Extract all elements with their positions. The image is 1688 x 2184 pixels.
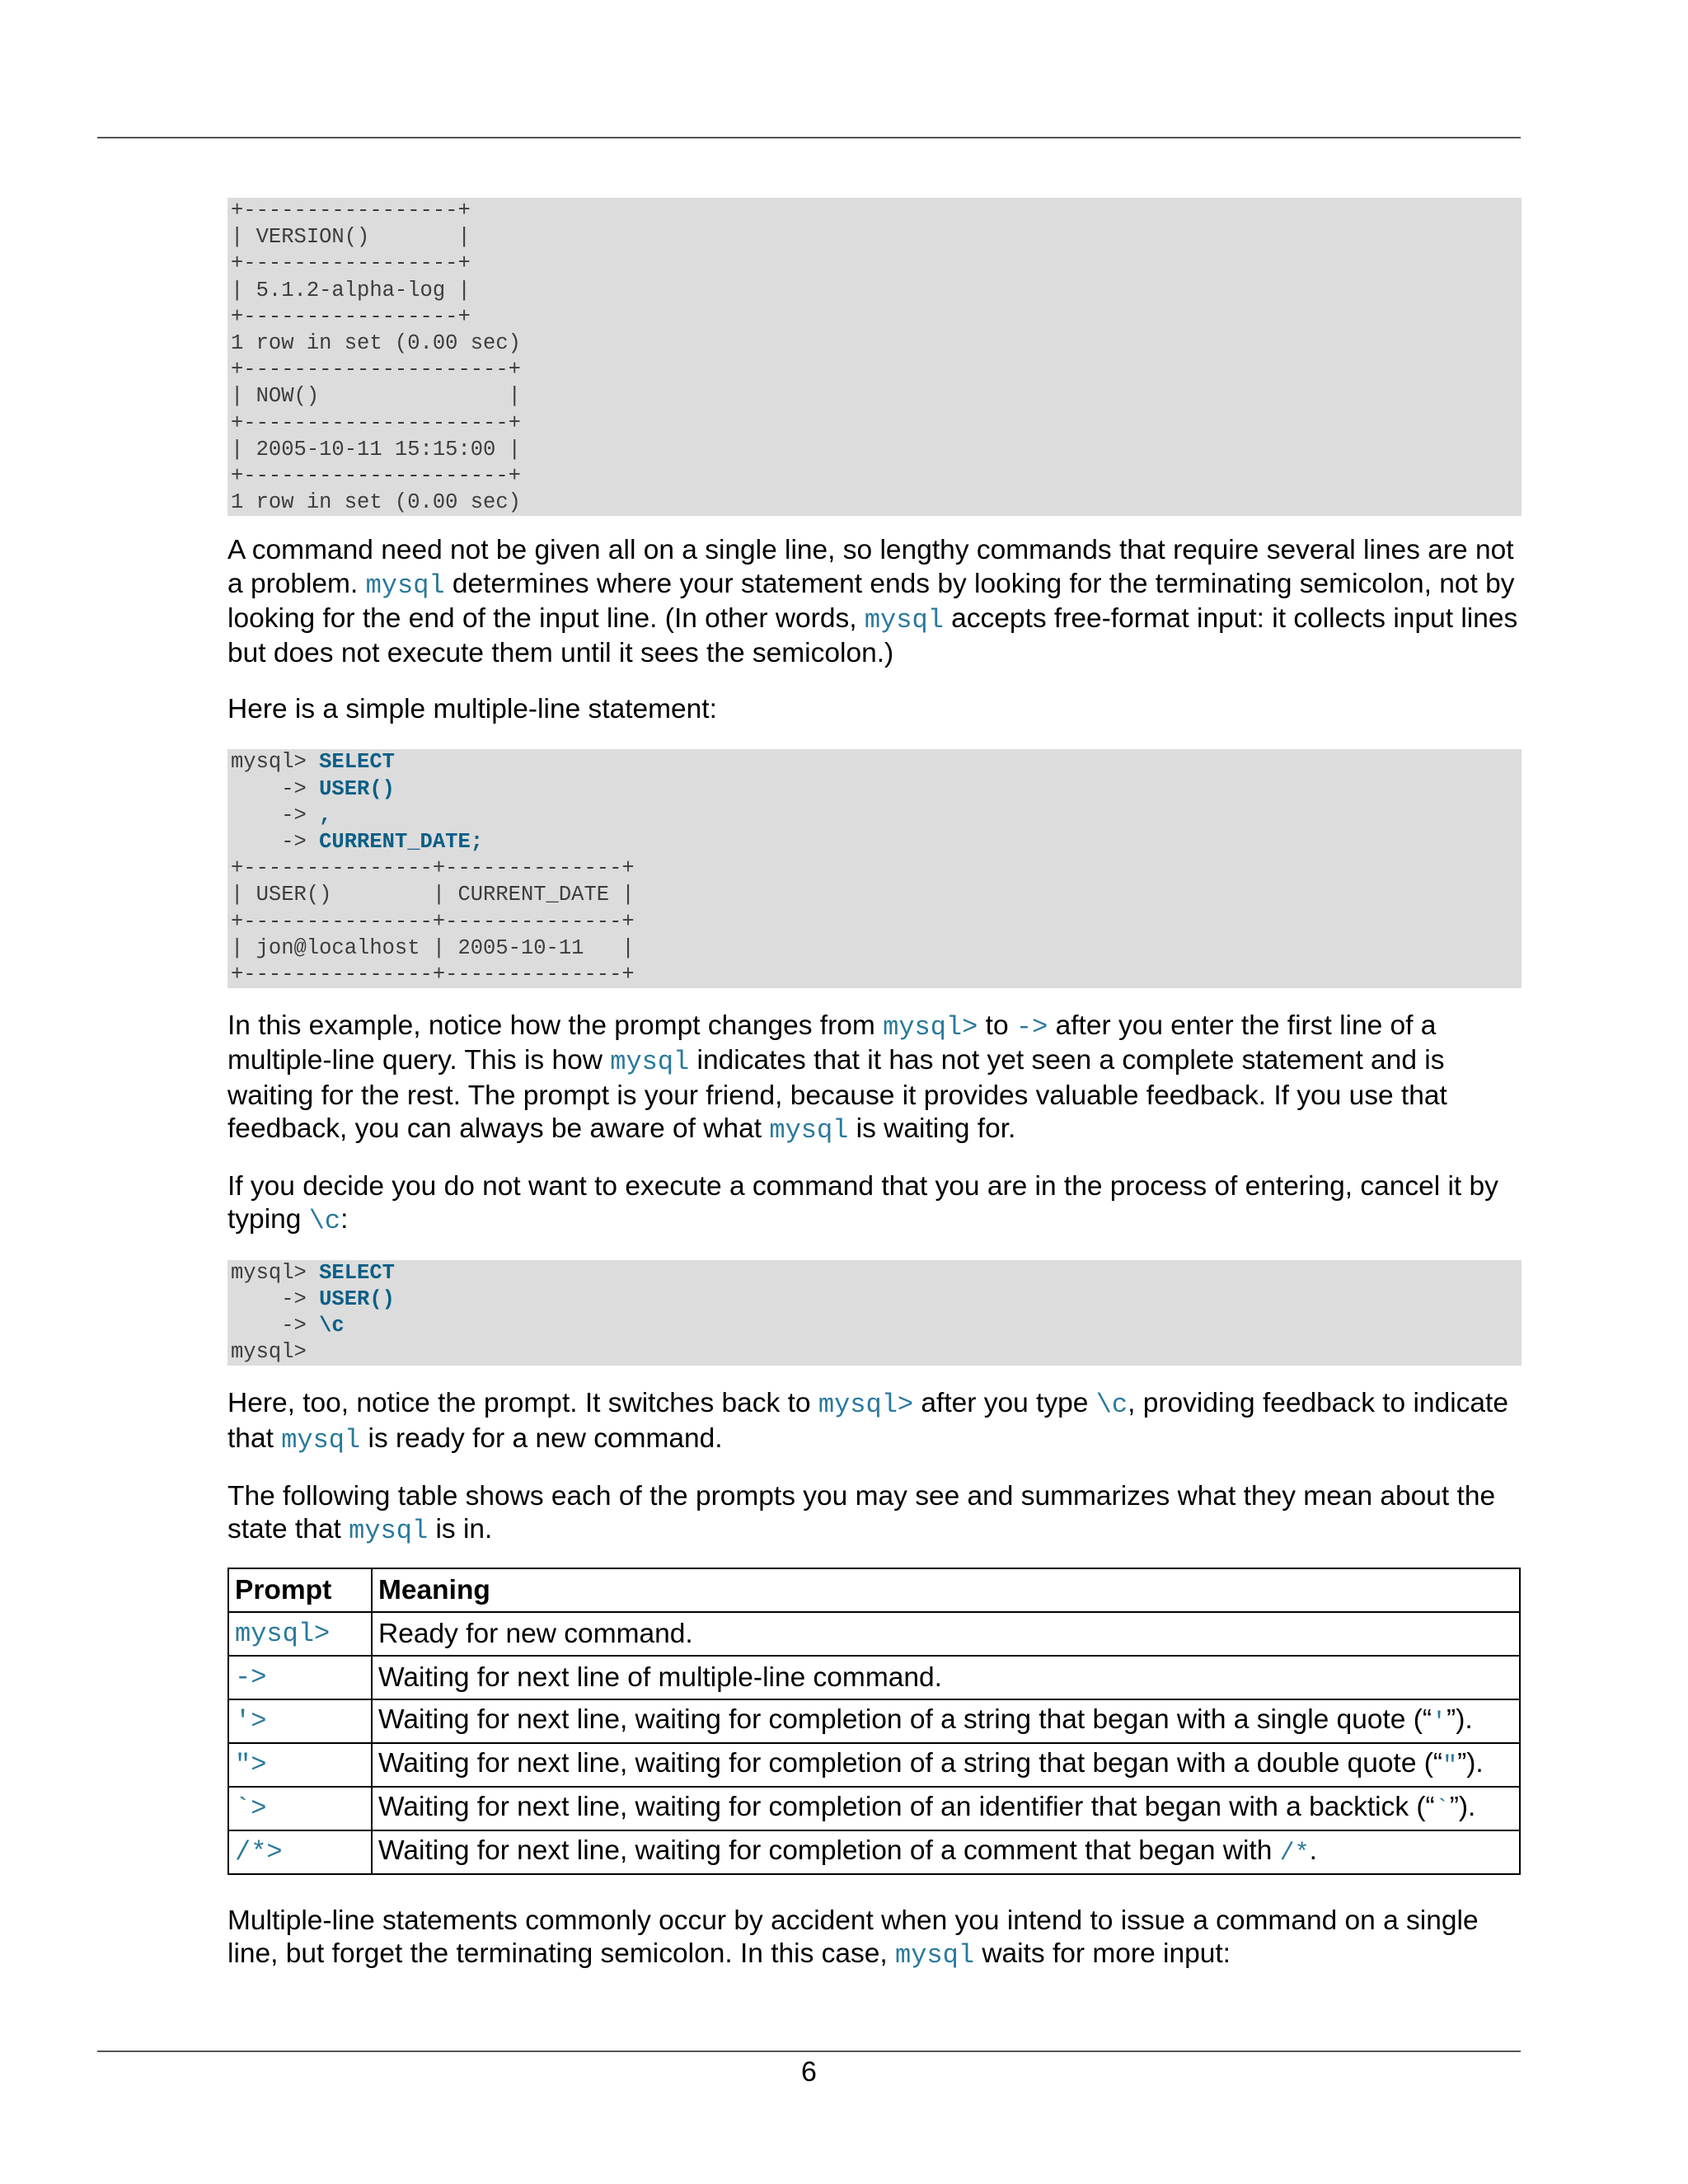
text: :	[340, 1204, 349, 1235]
text: ”).	[1457, 1748, 1484, 1779]
code-block-cancel	[227, 1260, 1522, 1366]
prompts-table	[227, 1568, 1521, 1875]
code-keyword: SELECT	[319, 750, 395, 775]
code-keyword: CURRENT_DATE;	[319, 830, 484, 855]
inline-code: mysql	[365, 569, 445, 601]
meaning-cell	[372, 1743, 1520, 1787]
prompt-cell: `>	[228, 1787, 372, 1830]
column-header-prompt: Prompt	[228, 1568, 372, 1612]
text: The following table shows each of the prompts you may see and summarizes what they mean about the state that	[227, 1480, 1496, 1544]
prompt: ->	[231, 1286, 320, 1311]
text: Waiting for next line, waiting for completion of an identifier that began with a backtick (“	[378, 1792, 1435, 1823]
text: is in.	[428, 1513, 493, 1544]
code-block-version-now: +-----------------+ | VERSION() | +-----------------+ | 5.1.2-alpha-log | +-----------------+ 1 row in set (0.00 sec) +---------------------+ | NOW() | +---------------------+ | 2005-10-11 15:15:00 | +---------------------+ 1 row in set (0.00 sec)	[227, 198, 1522, 516]
table-row	[228, 1787, 1520, 1830]
code-keyword: ,	[319, 803, 332, 827]
text: In this example, notice how the prompt changes from	[227, 1010, 884, 1042]
prompt-cell: ">	[228, 1743, 372, 1787]
meaning-cell	[372, 1830, 1520, 1874]
inline-code: '	[1432, 1708, 1447, 1737]
text: is ready for a new command.	[360, 1422, 723, 1454]
table-row	[228, 1699, 1520, 1743]
text: , providing feedback to indicate that	[227, 1388, 1508, 1454]
text: Waiting for next line, waiting for completion of a comment that began with	[378, 1835, 1280, 1867]
inline-code: mysql	[610, 1047, 690, 1078]
inline-code: mysql	[864, 604, 944, 635]
inline-code: /*	[1279, 1840, 1310, 1868]
prompt-cell: ->	[228, 1656, 372, 1699]
text: indicates that it has not yet seen a complete statement and is waiting for the rest. The prompt is your friend, because it provides valuable feedback. If you use that feedback, you can always be aware of what	[227, 1045, 1447, 1144]
meaning-cell	[372, 1787, 1520, 1830]
inline-code: mysql>	[883, 1012, 978, 1043]
text: waits for more input:	[974, 1938, 1231, 1970]
code-keyword: USER()	[319, 776, 395, 801]
prompt: mysql>	[231, 750, 320, 775]
text: to	[978, 1010, 1016, 1042]
prompt: ->	[231, 1313, 320, 1338]
inline-code: \c	[308, 1206, 341, 1237]
inline-code: mysql	[349, 1515, 429, 1546]
prompt-cell: mysql>	[228, 1612, 372, 1656]
text: If you decide you do not want to execute a command that you are in the process of entering, cancel it by typing	[227, 1171, 1498, 1235]
code-keyword: SELECT	[319, 1260, 395, 1285]
paragraph-simple-statement: Here is a simple multiple-line statement:	[227, 694, 717, 725]
prompt: ->	[231, 776, 320, 801]
text: ”).	[1447, 1704, 1473, 1736]
text: Waiting for next line, waiting for completion of a string that began with a single quote (“	[378, 1704, 1432, 1736]
column-header-meaning: Meaning	[372, 1568, 1520, 1612]
paragraph-accidental-multiline	[227, 1905, 1522, 1972]
table-row	[228, 1743, 1520, 1787]
meaning-cell: Ready for new command.	[372, 1612, 1520, 1656]
paragraph-prompt-changes	[227, 1010, 1522, 1147]
code-block-multiline-select	[227, 749, 1522, 988]
table-header-row	[228, 1568, 1520, 1612]
paragraph-multiline-intro	[227, 534, 1522, 670]
prompt: mysql>	[231, 1340, 307, 1365]
page-content	[227, 198, 1522, 1973]
text: is waiting for.	[848, 1113, 1016, 1144]
text: determines where your statement ends by looking for the terminating semicolon, not by looking for the end of the input line. (In other words,	[227, 568, 1515, 634]
page-number: 6	[801, 2056, 817, 2088]
text: Multiple-line statements commonly occur by accident when you intend to issue a command on a single line, but forget the terminating semicolon. In this case,	[227, 1905, 1479, 1970]
inline-code: mysql>	[818, 1390, 914, 1421]
inline-code: mysql	[281, 1424, 361, 1455]
table-row	[228, 1656, 1520, 1699]
table-row	[228, 1830, 1520, 1874]
paragraph-prompt-switch	[227, 1387, 1522, 1456]
code-output: +---------------+--------------+ | USER() | CURRENT_DATE | +---------------+--------------+ | jon@localhost | 2005-10-11 | +---------------+--------------+	[231, 856, 635, 987]
inline-code: mysql	[769, 1114, 849, 1146]
text: accepts free-format input: it collects input lines but does not execute them until it sees the semicolon.)	[227, 602, 1518, 669]
code-keyword: USER()	[319, 1286, 395, 1311]
text: Here, too, notice the prompt. It switches back to	[227, 1388, 818, 1419]
footer-rule	[97, 2050, 1521, 2052]
code-keyword: \c	[319, 1313, 345, 1338]
text: .	[1309, 1835, 1317, 1867]
paragraph-cancel-command	[227, 1170, 1522, 1238]
meaning-cell	[372, 1699, 1520, 1743]
table-row	[228, 1612, 1520, 1656]
inline-code: "	[1442, 1752, 1458, 1781]
text: A command need not be given all on a single line, so lengthy commands that require several lines are not a problem.	[227, 535, 1514, 599]
inline-code: mysql	[895, 1940, 975, 1971]
prompt-cell: '>	[228, 1699, 372, 1743]
prompt: ->	[231, 803, 320, 827]
prompt: mysql>	[231, 1260, 320, 1285]
text: after you type	[913, 1388, 1096, 1419]
prompt-cell: /*>	[228, 1830, 372, 1874]
text: after you enter the first line of a multiple-line query. This is how	[227, 1010, 1437, 1076]
prompt: ->	[231, 830, 320, 855]
text: Waiting for next line, waiting for completion of a string that began with a double quote (“	[378, 1748, 1443, 1779]
header-rule	[97, 137, 1521, 138]
meaning-cell: Waiting for next line of multiple-line command.	[372, 1656, 1520, 1699]
inline-code: `	[1434, 1796, 1450, 1825]
inline-code: ->	[1015, 1012, 1048, 1043]
inline-code: \c	[1095, 1390, 1128, 1421]
text: ”).	[1449, 1792, 1476, 1823]
paragraph-table-intro	[227, 1480, 1522, 1548]
